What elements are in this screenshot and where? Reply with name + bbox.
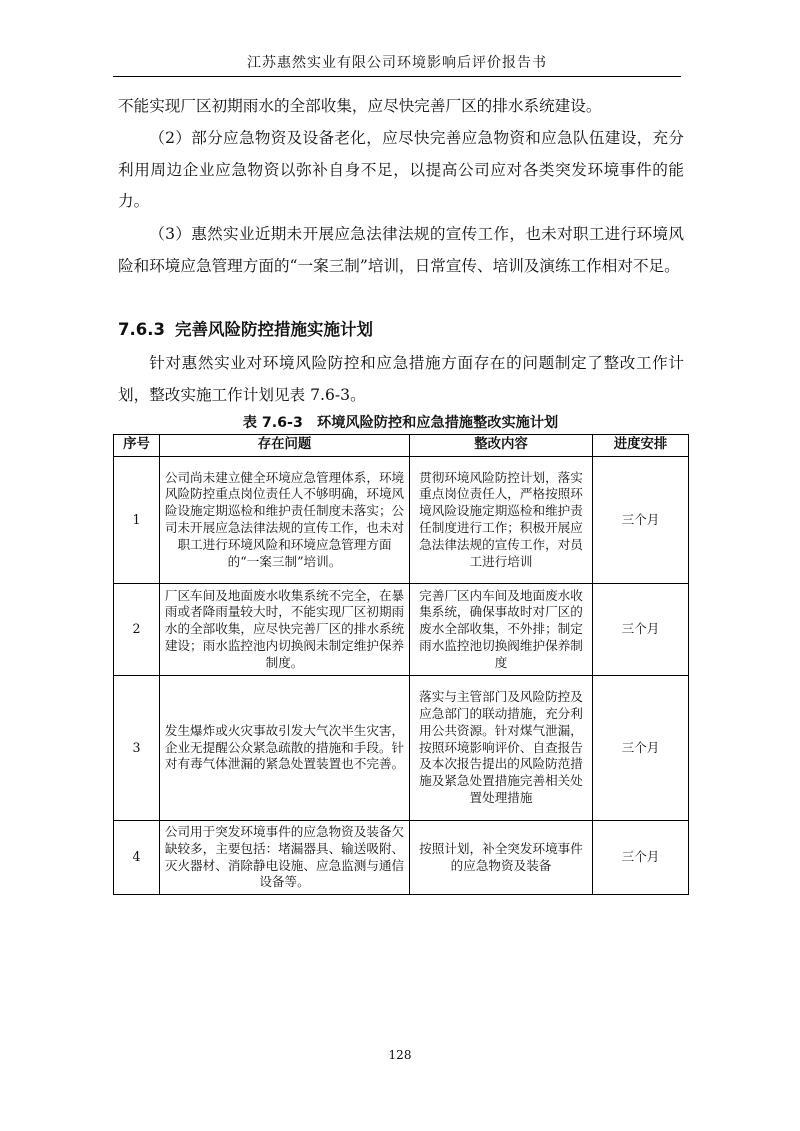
row-schedule: 三个月 <box>593 584 689 676</box>
paragraph-drainage: 不能实现厂区初期雨水的全部收集，应尽快完善厂区的排水系统建设。 <box>118 97 602 115</box>
table-row <box>114 821 689 895</box>
row-measure: 按照计划，补全突发环境事件的应急物资及装备 <box>410 821 593 895</box>
row-problem: 厂区车间及地面废水收集系统不完全，在暴雨或者降雨量较大时，不能实现厂区初期雨水的全部收集，应尽快完善厂区的排水系统建设；雨水监控池内切换阀未制定维护保养制度。 <box>160 584 410 676</box>
row-measure: 贯彻环境风险防控计划，落实重点岗位责任人，严格按照环境风险设施定期巡检和维护责任制度进行工作；积极开展应急法律法规的宣传工作，对员工进行培训 <box>410 457 593 584</box>
page-header: 江苏惠然实业有限公司环境影响后评价报告书 <box>247 55 547 71</box>
table-row <box>114 676 689 821</box>
header-no: 序号 <box>114 435 160 457</box>
rectification-plan-table <box>113 434 689 895</box>
paragraph-training: （3）惠然实业近期未开展应急法律法规的宣传工作，也未对职工进行环境风险和环境应急管理方面的“一案三制”培训，日常宣传、培训及演练工作相对不足。 <box>118 225 684 275</box>
row-problem: 公司尚未建立健全环境应急管理体系，环境风险防控重点岗位责任人不够明确，环境风险设施定期巡检和维护责任制度未落实；公司未开展应急法律法规的宣传工作，也未对职工进行环境风险和环境应急管理方面的“一案三制”培训。 <box>160 457 410 584</box>
paragraph-plan-intro: 针对惠然实业对环境风险防控和应急措施方面存在的问题制定了整改工作计划，整改实施工作计划见表 7.6-3。 <box>118 354 684 404</box>
row-no: 1 <box>114 457 160 584</box>
row-measure: 完善厂区内车间及地面废水收集系统，确保事故时对厂区的废水全部收集，不外排；制定雨水监控池切换阀维护保养制度 <box>410 584 593 676</box>
table-row <box>114 457 689 584</box>
table-header-row <box>114 435 689 457</box>
page-number: 128 <box>388 1048 412 1062</box>
header-schedule: 进度安排 <box>593 435 689 457</box>
row-problem: 公司用于突发环境事件的应急物资及装备欠缺较多，主要包括：堵漏器具、输送吸附、灭火器材、消除静电设施、应急监测与通信设备等。 <box>160 821 410 895</box>
table-row <box>114 584 689 676</box>
row-measure: 落实与主管部门及风险防控及应急部门的联动措施，充分利用公共资源。针对煤气泄漏，按照环境影响评价、自查报告及本次报告提出的风险防范措施及紧急处置措施完善相关处置处理措施 <box>410 676 593 821</box>
row-no: 4 <box>114 821 160 895</box>
row-no: 2 <box>114 584 160 676</box>
header-rule <box>113 76 681 77</box>
row-schedule: 三个月 <box>593 457 689 584</box>
row-schedule: 三个月 <box>593 676 689 821</box>
paragraph-emergency-supplies: （2）部分应急物资及设备老化，应尽快完善应急物资和应急队伍建设，充分利用周边企业应急物资以弥补自身不足，以提高公司应对各类突发环境事件的能力。 <box>118 129 684 210</box>
header-problem: 存在问题 <box>160 435 410 457</box>
header-measure: 整改内容 <box>410 435 593 457</box>
section-title: 完善风险防控措施实施计划 <box>174 320 373 339</box>
row-schedule: 三个月 <box>593 821 689 895</box>
table-caption: 表 7.6-3 环境风险防控和应急措施整改实施计划 <box>242 415 559 431</box>
section-heading <box>118 315 684 345</box>
row-problem: 发生爆炸或火灾事故引发大气次半生灾害，企业无提醒公众紧急疏散的措施和手段。针对有毒气体泄漏的紧急处置装置也不完善。 <box>160 676 410 821</box>
section-number: 7.6.3 <box>118 320 165 339</box>
row-no: 3 <box>114 676 160 821</box>
